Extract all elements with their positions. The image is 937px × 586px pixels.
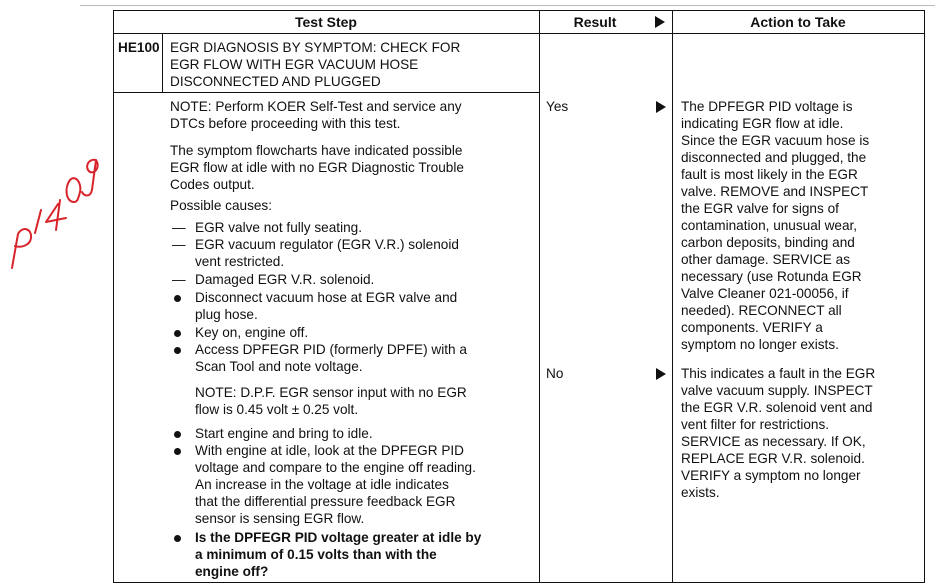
action-yes-line: Valve Cleaner 021-00056, if	[681, 286, 849, 301]
yes-arrow-icon	[656, 101, 666, 113]
dash-icon: —	[172, 220, 186, 235]
bullet-icon	[174, 431, 181, 438]
step-title-line: EGR DIAGNOSIS BY SYMPTOM: CHECK FOR	[170, 40, 461, 55]
bullet-icon	[174, 448, 181, 455]
bullet-line: plug hose.	[195, 307, 258, 322]
action-yes-line: The DPFEGR PID voltage is	[681, 99, 853, 114]
bullet-line: Start engine and bring to idle.	[195, 426, 373, 441]
action-yes-line: the EGR valve for signs of	[681, 201, 839, 216]
bullet-line: An increase in the voltage at idle indicates	[195, 477, 449, 492]
result-yes: Yes	[546, 99, 569, 114]
header-action: Action to Take	[750, 14, 846, 30]
rule-header-bottom	[113, 33, 925, 34]
dash-icon: —	[172, 237, 186, 252]
rule-right	[924, 10, 925, 583]
bullet-icon	[174, 535, 181, 542]
action-yes-line: valve. REMOVE and INSPECT	[681, 184, 869, 199]
para-line: Codes output.	[170, 177, 255, 192]
action-yes-line: other damage. SERVICE as	[681, 252, 851, 267]
action-no-line: valve vacuum supply. INSPECT	[681, 383, 873, 398]
note-line: flow is 0.45 volt ± 0.25 volt.	[195, 402, 359, 417]
action-yes-line: needed). RECONNECT all	[681, 303, 842, 318]
action-no-line: REPLACE EGR V.R. solenoid.	[681, 451, 865, 466]
causes-label: Possible causes:	[170, 198, 273, 213]
cause-line: EGR vacuum regulator (EGR V.R.) solenoid	[195, 237, 459, 252]
result-no: No	[546, 366, 564, 381]
action-no-line: This indicates a fault in the EGR	[681, 366, 876, 381]
action-yes-line: indicating EGR flow at idle.	[681, 116, 844, 131]
handwritten-annotation	[0, 130, 112, 280]
step-title-line: DISCONNECTED AND PLUGGED	[170, 74, 381, 89]
action-no-line: VERIFY a symptom no longer	[681, 468, 861, 483]
action-yes-line: components. VERIFY a	[681, 320, 823, 335]
bullet-icon	[174, 330, 181, 337]
rule-id-col	[162, 33, 163, 93]
rule-action-col	[672, 10, 673, 583]
bullet-line: Key on, engine off.	[195, 325, 309, 340]
action-yes-line: necessary (use Rotunda EGR	[681, 269, 862, 284]
bullet-line: that the differential pressure feedback EGR	[195, 494, 456, 509]
para-line: The symptom flowcharts have indicated possible	[170, 143, 463, 158]
rule-step-title	[113, 92, 539, 93]
question-line: engine off?	[195, 564, 269, 579]
bullet-line: Disconnect vacuum hose at EGR valve and	[195, 290, 458, 305]
header-result: Result	[573, 14, 617, 30]
rule-left	[113, 10, 114, 583]
cause-line: EGR valve not fully seating.	[195, 220, 362, 235]
bullet-line: voltage and compare to the engine off reading.	[195, 460, 476, 475]
step-id: HE100	[118, 40, 160, 55]
question-line: a minimum of 0.15 volts than with the	[195, 547, 437, 562]
no-arrow-icon	[656, 368, 666, 380]
action-yes-line: contamination, unusual wear,	[681, 218, 858, 233]
action-no-line: vent filter for restrictions.	[681, 417, 830, 432]
action-yes-line: carbon deposits, binding and	[681, 235, 855, 250]
cause-line: Damaged EGR V.R. solenoid.	[195, 272, 375, 287]
bullet-icon	[174, 295, 181, 302]
action-yes-line: Since the EGR vacuum hose is	[681, 133, 870, 148]
question-line: Is the DPFEGR PID voltage greater at idle by	[195, 530, 482, 545]
header-test-step: Test Step	[295, 14, 357, 30]
action-yes-line: disconnected and plugged, the	[681, 150, 867, 165]
action-yes-line: symptom no longer exists.	[681, 337, 839, 352]
action-no-line: SERVICE as necessary. If OK,	[681, 434, 866, 449]
rule-page-top	[80, 5, 935, 6]
action-yes-line: fault is most likely in the EGR	[681, 167, 858, 182]
bullet-icon	[174, 347, 181, 354]
note-line: NOTE: D.P.F. EGR sensor input with no EGR	[195, 385, 467, 400]
para-line: EGR flow at idle with no EGR Diagnostic Trouble	[170, 160, 464, 175]
header-arrow-icon	[655, 16, 665, 28]
action-no-line: the EGR V.R. solenoid vent and	[681, 400, 873, 415]
cause-line: vent restricted.	[195, 254, 285, 269]
rule-bottom	[113, 582, 925, 583]
bullet-line: sensor is sensing EGR flow.	[195, 511, 365, 526]
bullet-line: Access DPFEGR PID (formerly DPFE) with a	[195, 342, 467, 357]
rule-result-col	[539, 10, 540, 583]
step-title-line: EGR FLOW WITH EGR VACUUM HOSE	[170, 57, 419, 72]
note-line: DTCs before proceeding with this test.	[170, 116, 401, 131]
bullet-line: Scan Tool and note voltage.	[195, 359, 363, 374]
action-no-line: exists.	[681, 485, 720, 500]
dash-icon: —	[172, 272, 186, 287]
bullet-line: With engine at idle, look at the DPFEGR PID	[195, 443, 464, 458]
note-line: NOTE: Perform KOER Self-Test and service any	[170, 99, 462, 114]
